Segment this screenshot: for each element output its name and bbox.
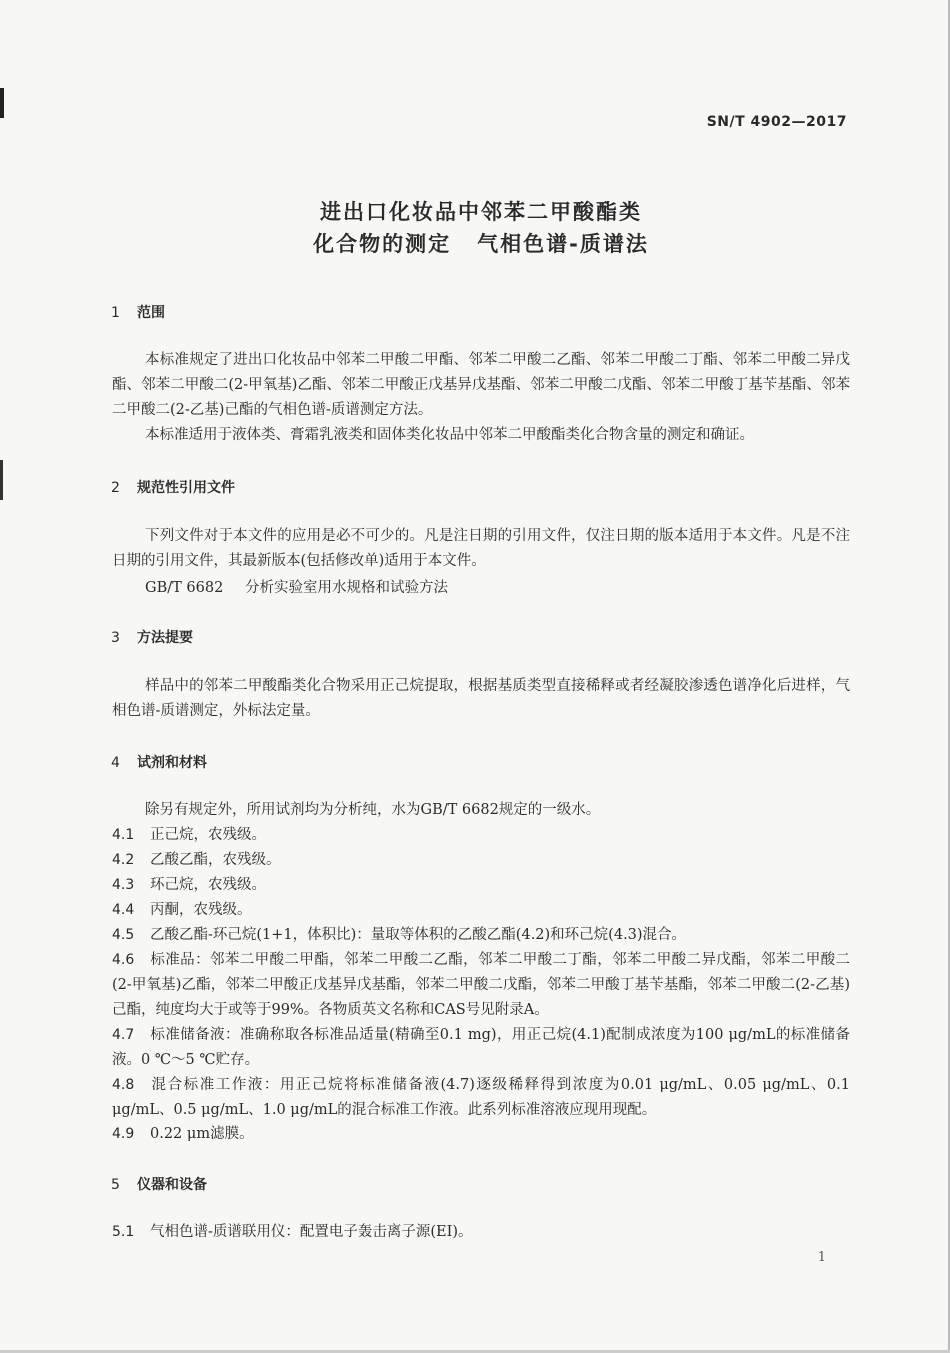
item-text: 乙酸乙酯，农残级。 (150, 852, 281, 868)
item-number: 4.6 (112, 952, 135, 968)
section-heading-5 (111, 1174, 207, 1194)
list-item (112, 873, 850, 898)
list-item (112, 923, 850, 948)
list-item (112, 1122, 850, 1147)
list-item (112, 898, 850, 923)
reference-title: 分析实验室用水规格和试验方法 (245, 580, 448, 596)
item-number: 4.2 (112, 852, 135, 868)
item-text: 气相色谱-质谱联用仪：配置电子轰击离子源(EI)。 (150, 1224, 473, 1240)
list-item (112, 948, 850, 1023)
item-text: 0.22 μm滤膜。 (150, 1126, 254, 1142)
item-text: 标准品：邻苯二甲酸二甲酯，邻苯二甲酸二乙酯，邻苯二甲酸二丁酯，邻苯二甲酸二异戊酯，邻苯二甲酸二(2-甲氧基)乙酯，邻苯二甲酸正戊基异戊基酯，邻苯二甲酸二戊酯，邻苯二甲酸丁基苄基酯，邻苯二甲酸二(2-乙基)己酯，纯度均大于或等于99%。各物质英文名称和CAS号见附录A。 (112, 952, 850, 1018)
section-number: 3 (111, 630, 120, 646)
item-text: 乙酸乙酯-环己烷(1+1，体积比)：量取等体积的乙酸乙酯(4.2)和环己烷(4.3)混合。 (150, 927, 687, 943)
section-heading-1 (111, 302, 165, 322)
paragraph: 样品中的邻苯二甲酸酯类化合物采用正己烷提取，根据基质类型直接稀释或者经凝胶渗透色谱净化后进样，气相色谱-质谱测定，外标法定量。 (112, 678, 850, 719)
section-number: 2 (111, 480, 120, 496)
item-number: 4.7 (112, 1027, 135, 1043)
title-part-a: 化合物的测定 (313, 232, 452, 256)
section-title: 范围 (137, 305, 165, 321)
normative-reference (145, 576, 448, 597)
section-heading-3 (111, 627, 193, 647)
section-heading-4 (111, 752, 207, 772)
item-number: 4.4 (112, 902, 135, 918)
item-number: 4.1 (112, 827, 135, 843)
item-number: 4.3 (112, 877, 135, 893)
item-text: 标准储备液：准确称取各标准品适量(精确至0.1 mg)，用正己烷(4.1)配制成浓度为100 μg/mL的标准储备液。0 ℃～5 ℃贮存。 (112, 1027, 850, 1068)
section-title: 试剂和材料 (137, 755, 207, 771)
paragraph: 下列文件对于本文件的应用是必不可少的。凡是注日期的引用文件，仅注日期的版本适用于本文件。凡是不注日期的引用文件，其最新版本(包括修改单)适用于本文件。 (112, 528, 850, 569)
section-title: 仪器和设备 (137, 1177, 207, 1193)
paragraph: 本标准规定了进出口化妆品中邻苯二甲酸二甲酯、邻苯二甲酸二乙酯、邻苯二甲酸二丁酯、邻苯二甲酸二异戊酯、邻苯二甲酸二(2-甲氧基)乙酯、邻苯二甲酸正戊基异戊基酯、邻苯二甲酸二戊酯、邻苯二甲酸丁基苄基酯、邻苯二甲酸二(2-乙基)己酯的气相色谱-质谱测定方法。 (112, 352, 850, 418)
standard-number: SN/T 4902—2017 (706, 114, 847, 130)
list-item (112, 1073, 850, 1123)
section-number: 1 (111, 305, 120, 321)
item-number: 5.1 (112, 1224, 135, 1240)
item-text: 环己烷，农残级。 (150, 877, 266, 893)
scan-edge (0, 460, 3, 500)
list-item (112, 1220, 850, 1245)
page-number: 1 (817, 1250, 826, 1265)
document-title-line1: 进出口化妆品中邻苯二甲酸酯类 (320, 200, 642, 224)
scan-edge (0, 88, 4, 118)
list-item (112, 1023, 850, 1073)
document-title-line2 (0, 228, 950, 258)
item-text: 丙酮，农残级。 (150, 902, 252, 918)
section-heading-2 (111, 477, 235, 497)
title-part-b: 气相色谱-质谱法 (477, 232, 649, 256)
item-number: 4.9 (112, 1126, 135, 1142)
paragraph: 除另有规定外，所用试剂均为分析纯，水为GB/T 6682规定的一级水。 (145, 802, 601, 818)
item-number: 4.5 (112, 927, 135, 943)
item-text: 正己烷，农残级。 (150, 827, 266, 843)
list-item (112, 848, 850, 873)
section-title: 方法提要 (137, 630, 193, 646)
list-item (112, 823, 850, 848)
item-text: 混合标准工作液：用正己烷将标准储备液(4.7)逐级稀释得到浓度为0.01 μg/mL、0.05 μg/mL、0.1 μg/mL、0.5 μg/mL、1.0 μg/mL的混合标准工作液。此系列标准溶液应现用现配。 (112, 1077, 850, 1118)
section-number: 5 (111, 1177, 120, 1193)
paragraph: 本标准适用于液体类、膏霜乳液类和固体类化妆品中邻苯二甲酸酯类化合物含量的测定和确证。 (145, 427, 754, 443)
reference-code: GB/T 6682 (145, 580, 224, 596)
section-number: 4 (111, 755, 120, 771)
section-title: 规范性引用文件 (137, 480, 235, 496)
item-number: 4.8 (112, 1077, 135, 1093)
